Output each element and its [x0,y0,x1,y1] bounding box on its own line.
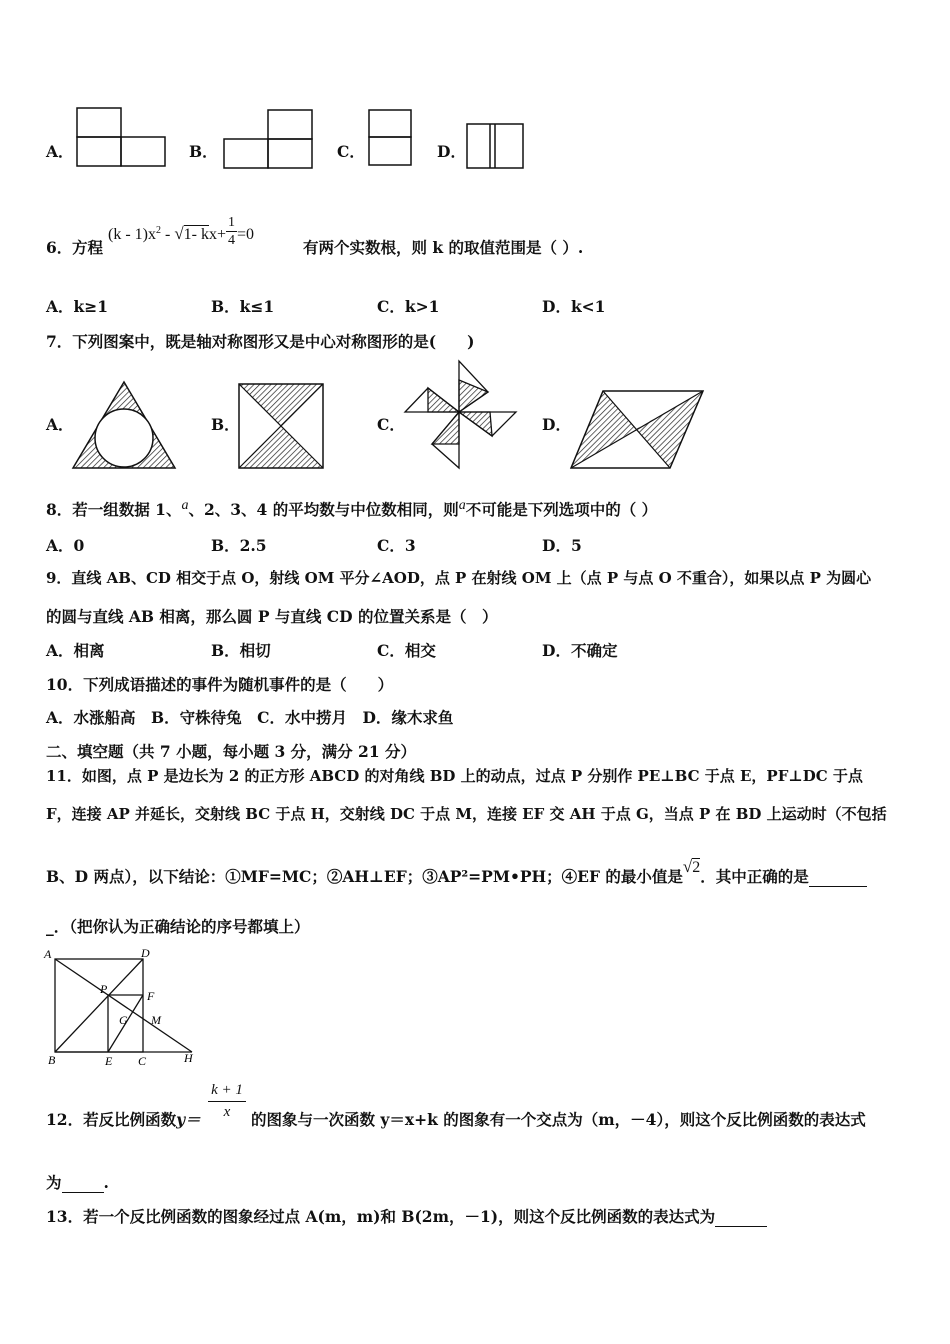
q12-line-2 [46,1171,109,1193]
q7-text: 7．下列图案中，既是轴对称图形又是中心对称图形的是( ) [46,332,475,351]
q5-option-a-label: A． [46,142,74,161]
q5-option-c-label: C． [337,142,365,161]
q7-option-c-label: C． [377,415,405,434]
q7-option-a-label: A． [46,415,74,434]
q8-part3: 不可能是下列选项中的（ ） [465,500,658,520]
fig-label-c: C [138,1054,147,1068]
q13-answer-blank[interactable] [715,1207,767,1227]
q6-eq-x: x+ [208,226,227,244]
q9-option-a: A．相离 [46,641,105,660]
q6-number: 6． [46,238,73,257]
section-2-heading: 二、填空题（共 7 小题，每小题 3 分，满分 21 分） [46,742,417,761]
q6-frac-num: 1 [228,215,236,230]
q8-option-d: D．5 [542,536,582,555]
q6-eq-sup: 2 [155,224,161,236]
q6-prefix: 方程 [72,238,104,257]
sqrt-icon: √ [682,857,693,876]
q8-var-a-2: a [458,498,466,513]
q10-options: A．水涨船高 B．守株待兔 C．水中捞月 D．缘木求鱼 [46,708,454,727]
q6-option-c: C．k>1 [377,297,440,316]
q5-option-b-figure [223,109,315,171]
q9-option-b: B．相切 [211,641,271,660]
fig-label-m: M [151,1013,161,1027]
q7-figure-c-pinwheel [404,360,518,472]
fig-label-h: H [184,1051,193,1065]
q12-suffix: 的图象与一次函数 y＝x+k 的图象有一个交点为（m，－4），则这个反比例函数的表达式 [251,1110,866,1129]
q12-line-2-prefix: 为 [46,1173,62,1192]
q7-figure-a-triangle-circle [72,380,178,472]
q7-option-d-label: D． [542,415,571,434]
q6-option-a: A．k≥1 [46,297,109,316]
q8-text [46,498,657,520]
q12-answer-blank[interactable] [62,1173,104,1193]
q7-option-b-label: B． [211,415,240,434]
fig-label-e: E [105,1054,113,1068]
q11-sqrt-value: 2 [692,859,701,876]
q9-option-c: C．相交 [377,641,436,660]
q8-part2: 、2、3、4 的平均数与中位数相同，则 [188,500,459,520]
q8-option-b: B．2.5 [211,536,267,555]
q8-option-c: C．3 [377,536,416,555]
q5-option-c-figure [368,109,414,169]
q9-line-1: 9．直线 AB、CD 相交于点 O，射线 OM 平分∠AOD，点 P 在射线 OM 上（点 P 与点 O 不重合），如果以点 P 为圆心 [46,569,872,587]
q12-frac-den: x [223,1104,231,1120]
q5-option-a-figure [76,107,168,169]
q12-y-eq: y＝ [176,1110,201,1129]
q11-figure-square [44,946,204,1070]
q12-prefix: 12．若反比例函数 [46,1110,177,1129]
fig-label-p: P [100,982,108,996]
fig-label-f: F [147,989,155,1003]
q13-text: 13．若一个反比例函数的图象经过点 A(m，m)和 B(2m，－1)，则这个反比例函数的表达式为 [46,1207,716,1226]
q8-part1: 8．若一组数据 1、 [46,500,182,520]
q6-eq-left: (k - 1)x [108,226,156,244]
q9-line-2: 的圆与直线 AB 相离，那么圆 P 与直线 CD 的位置关系是（ ） [46,607,498,626]
q5-option-b-label: B． [189,142,218,161]
q9-option-d: D．不确定 [542,641,618,660]
fig-label-b: B [48,1053,56,1067]
q11-line-3 [46,857,867,887]
fig-label-a: A [44,947,52,961]
q11-line-1: 11．如图，点 P 是边长为 2 的正方形 ABCD 的对角线 BD 上的动点，过点 P 分别作 PE⊥BC 于点 E，PF⊥DC 于点 [46,767,863,785]
q13-line [46,1205,767,1227]
q6-option-b: B．k≤1 [211,297,275,316]
q10-text: 10．下列成语描述的事件为随机事件的是（ ） [46,675,394,694]
q8-option-a: A．0 [46,536,85,555]
q12-fraction [208,1082,246,1121]
q6-eq-right: =0 [237,226,255,244]
q11-line-4: _．（把你认为正确结论的序号都填上） [46,917,310,936]
q12-frac-num: k + 1 [208,1082,246,1102]
q6-suffix: 有两个实数根，则 k 的取值范围是（ ）. [303,238,584,257]
fig-label-g: G [119,1013,128,1027]
q6-option-d: D．k<1 [542,297,606,316]
q12-line-2-end: . [103,1173,109,1192]
q6-equation [108,215,255,262]
q11-answer-blank[interactable] [809,867,867,887]
q6-eq-radicand: 1- k [183,226,209,244]
q8-var-a: a [181,498,189,513]
sqrt-icon: √ [174,224,184,244]
q11-line-2: F，连接 AP 并延长，交射线 BC 于点 H，交射线 DC 于点 M，连接 EF 交 AH 于点 G，当点 P 在 BD 上运动时（不包括 [46,805,887,823]
q6-frac-den: 4 [228,233,236,248]
q11-line-3b: ．其中正确的是 [700,867,809,886]
q7-figure-b-square [238,383,325,470]
q6-fraction [226,214,237,249]
q11-line-3a: B、D 两点），以下结论：①MF=MC；②AH⊥EF；③AP²=PM•PH；④EF 的最小值是 [46,867,683,886]
q12-line-1 [46,1108,201,1130]
q5-option-d-label: D． [437,142,466,161]
q7-figure-d-parallelogram [569,389,707,471]
q5-option-d-figure [466,123,526,170]
fig-label-d: D [141,946,150,960]
q6-eq-mid: - [160,226,175,244]
